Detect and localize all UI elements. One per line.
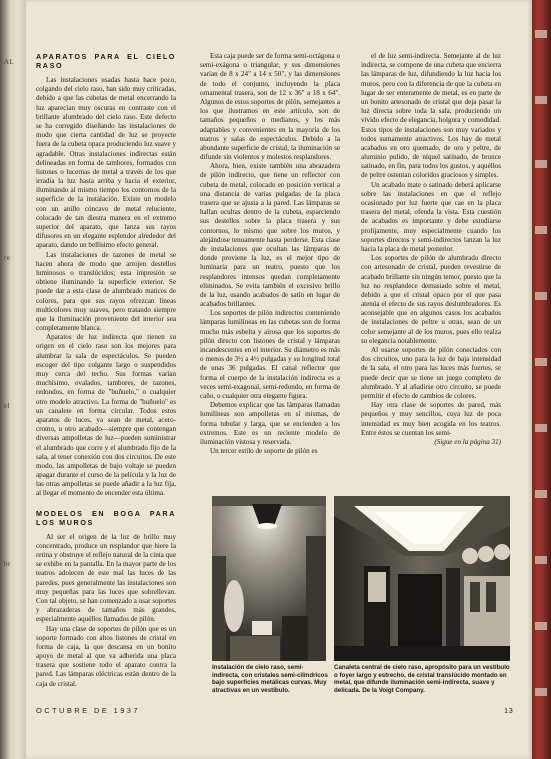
paragraph: Aparatos de luz indirecta que tienen su origen en el cielo raso son los mejores para alumbrar la sala de espectáculos. Se pueden escoger del tipo colgante largo o suspendidos muy cerca del techo. Sus formas varían muchísimo, ovalados, tambores, de tazones, redondos, en forma de "buñuelo," o cualquier otro modelo atractivo. La forma de "buñuelo" es un canalete en forma circular. Todos estos aparatos de luces, ya sean de metal, acero-cromo, u otro acabado—siempre que contengan diversas ampolletas de luz—pueden suministrar el alumbrado que corre y el alumbrado fijo de la sala, al tener conexión con dos circuitos. De este modo, las ampolletas de bajo voltaje se pueden apagar durante el curso de la película y la luz de las otras ampolletas se puede añadir a la luz fija, al llegar el momento de encender esta última.: [36, 333, 176, 498]
previous-page-edge: [0, 0, 26, 759]
edge-fragment: re: [4, 254, 11, 262]
paragraph: Los soportes de pilón de alumbrado directo con artesonado de cristal, pueden revestirse de acabado brillante sin ningún temor, puesto que la luz no resplandece demasiado sobre el metal, debido a que el cristal opaco por el que pasa atenúa el efecto de sus rayos deslumbradores. Es aconsejable que en algunos casos los acabados de instalaciones de peltre u otras, sean de un color semejante al de los muros, pues ello realza su elegancia notablemente.: [361, 254, 501, 345]
issue-date: OCTUBRE DE 1937: [36, 706, 140, 715]
book-binding-edge: [532, 0, 551, 759]
page-number: 13: [504, 706, 514, 715]
edge-fragment: el: [4, 402, 11, 410]
section-heading: MODELOS EN BOGA PARA LOS MUROS: [36, 508, 176, 527]
photo-vestibule-canopy: [334, 496, 510, 661]
paragraph: Las instalaciones usadas hasta hace poco, colgando del cielo raso, han sido muy criticadas, debido a que las cubetas de metal encerrando la luz aparecían muy oscuras en contraste con el brillante alumbrado del cielo raso. Este defecto se ha corregido diseñando las instalaciones de modo que cierta cantidad de luz se proyecte fuera de la cubeta opaca produciendo luz suave y agradable. Otras instalaciones indirectas están delineadas en forma de tambores, formados con listones o lucernas de metal a través de los que irradia la luz hasta arriba y hacia el exterior, iluminando al mismo tiempo los contornos de la superficie de la instalación. Existe un modelo con un anillo cóncavo de metal reluciente, colocado de tan diestra manera en el extremo superior del aparato, que lanza sus rayos difusores en un elegante esplendor alrededor del aparato, dando un bellísimo efecto general.: [36, 76, 176, 250]
paragraph: Al usarse soportes de pilón conectados con dos circuitos, uno para la luz de baja intensidad de la sala, el otro para las luces más fuertes, se puede decir que se tiene un juego completo de alumbrado. Y al añadirse otro circuito, se puede permitir el efecto de cambios de colores.: [361, 346, 501, 400]
photo-caption: Canaleta central de cielo raso, apropósito para un vestíbulo o foyer largo y estrecho, de cristal translúcido montado en metal, que difunde iluminación semi-indirecta, suave y delicada. De la Voigt Company.: [334, 664, 510, 694]
paragraph: Las instalaciones de tazones de metal se hacen ahora de modo que arrojen destellos luminosos o translúcidos; esta impresión se obtiene iluminando la superficie exterior. Se puede dar a esta clase de alumbrado matices de colores, para que sus rayos ofrezcan líneas multicolores muy suaves, pero tratando siempre que la iluminación proveniente del interior sea completamente blanca.: [36, 250, 176, 333]
continued-note: (Sigue en la página 31): [434, 437, 501, 446]
edge-fragment: br: [4, 560, 11, 568]
paragraph: Esta caja puede ser de forma semi-octágona o semi-exágona o triangular, y sus dimensiones varían de 8 x 24" a 14 x 50", y las dimensiones de todo el conjunto, incluyendo la placa ornamental trasera, son de 12 x 36" a 18 x 64". Algunos de estos soportes de pilón, semejantes a los que ilustramos en este artículo, son de tamaños pequeños o medianos, y los más adaptables y convenientes en la mayoría de los teatros y salas de espectáculos. Debido a la abundante superficie de cristal, la iluminación se difunde sin violentos y molestos resplandores.: [200, 52, 340, 162]
edge-fragment: AL: [4, 58, 15, 66]
photo-caption: Instalación de cielo raso, semi-indirecta, con cristales semi-cilíndricos bajo superficies metálicas curvas. Muy atractivas en un vestíbulo.: [212, 664, 328, 694]
paragraph: Un tercer estilo de soporte de pilón es: [210, 447, 318, 456]
paragraph: Debemos explicar que las lámparas llamadas lumilíneas son ampolletas en sí mismas, de forma tubular y larga, que se encienden a los extremos. Este es un reciente modelo de iluminación vistosa y reservada.: [200, 401, 340, 446]
paragraph: Los soportes de pilón indirectos conteniendo lámparas lumilíneas en las cubetas son de forma mucho más esbelta y airosa que los soportes de pilón directo con listones de cristal y lámparas incandescentes en el interior. Su diámetro es más o menos de 3½ a 4½ pulgadas y su longitud total de unas 36 pulgadas. El canal reflector que forma el cuerpo de la instalación indirecta es a veces semi-exagonal, semi-redondo, en forma de caño, o cualquier otra elegante figura.: [200, 309, 340, 400]
column-1: [36, 52, 176, 689]
paragraph: Hay una clase de soportes de pilón que es un soporte formado con altos listones de cristal en forma de caja, la que descansa en un bonito apoyo de metal al que va adherida una placa trasera que sostiene todo el aparato contra la pared. Las lámparas eléctricas están dentro de la caja de cristal.: [36, 624, 176, 688]
column-3: [361, 52, 501, 447]
paragraph: Un acabado mate o satinado deberá aplicarse sobre las instalaciones en que el reflejo ocasionado por luz fuerte que cae en la placa trasera del metal, ofenda la vista. Esta cuestión de acabados es importante y debe estudiarse prolijamente, muy especialmente cuando los soportes directos y semi-indirectos lanzan la luz hacia la placa de metal posterior.: [361, 180, 501, 253]
column-2: [200, 52, 340, 456]
photo-ceiling-fixture: [212, 496, 326, 661]
paragraph: Ahora, bien, existe también una abrazadera de pilón indirecto, que tiene un reflector con cubeta de metal, colocado en posición vertical a una distancia de varias pulgadas de la placa trasera que se ajusta a la pared. Las lámparas se hallan ocultas dentro de la cubeta, esparciendo sus destellos sobre la placa trasera y sus contornos, lo mismo que sobre los muros, y alejándose tenuamente hasta perderse. Esta clase de instalaciones que ocultan las lámparas de donde proviene la luz, es el mejor tipo de luminaria para un teatro, puesto que los resplandores intensos quedan completamente eliminados. Se evita también el excesivo brillo de la luz, usando acabados de satín en lugar de acabados brillantes.: [200, 162, 340, 309]
section-heading: APARATOS PARA EL CIELO RASO: [36, 52, 176, 70]
paragraph: Hay otra clase de soportes de pared, más pequeños y muy sencillos, cuya luz de poca intensidad es muy bien acogida en los teatros. Entre éstos se cuentan los semi-: [361, 401, 501, 437]
paragraph: Al ser el origen de la luz de brillo muy concentrado, produce un resplandor que hiere la retina y obstruye el reflejo natural de la cinta que se exhibe en la pantalla. En la mayor parte de los teatros adolecen de este mal las luces de las paredes, pues generalmente las instalaciones son muy pequeñas para las luces que sobrellevan. Con tal objeto, se han comenzado a usar soportes y abrazaderas de tamaños más grandes, especialmente aquéllos llamados de pilón.: [36, 532, 176, 624]
paragraph: el de luz semi-indirecta. Semejante al de luz indirecta, se compone de una cubeta que encierra las lámparas de luz, difundiendo la luz hacia los muros, pero con la diferencia de que la cubeta en lugar de ser enteramente de metal, es en parte de un bonito artesonado de cristal que deja pasar la luz directa sobre toda la sala, produciendo un vívido efecto de elegancia, holgura y comodidad. Estos tipos de instalaciones son muy variados y todos sumamente atractivos. Los hay de metal acabados en oro quemado, de oro y peltre, de aluminio pulido, de níquel satinado, de bronce satinado, en fin, para todos los gustos, y aquéllos de peltre ostentan coloridos graciosos y simples.: [361, 52, 501, 180]
